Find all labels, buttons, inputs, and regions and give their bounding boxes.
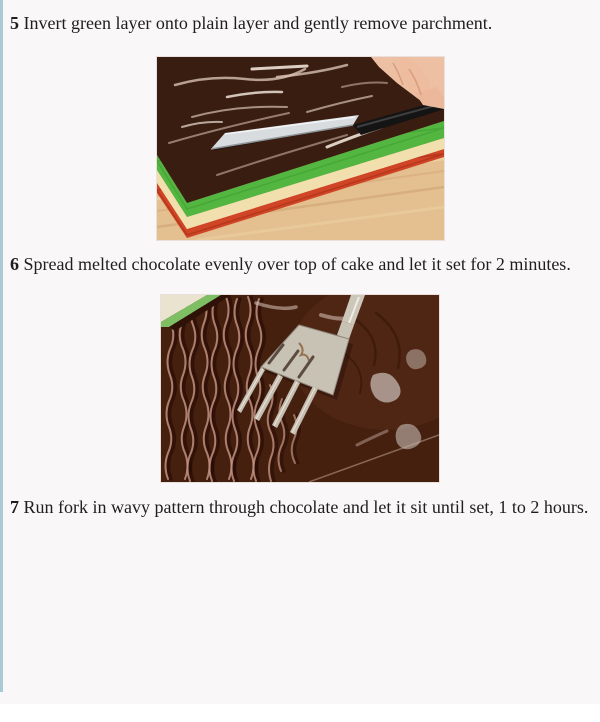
left-accent-strip: [0, 0, 3, 692]
step-7-number: 7: [10, 497, 19, 517]
rainbow-cake-spatula-photo: [157, 57, 444, 240]
step-5-photo: [157, 57, 444, 240]
step-5: [10, 11, 596, 35]
step-5-number: 5: [10, 13, 19, 33]
step-6-photo: [161, 295, 439, 482]
step-6-text: Spread melted chocolate evenly over top of cake and let it set for 2 minutes.: [23, 254, 571, 274]
step-7-text: Run fork in wavy pattern through chocolate and let it sit until set, 1 to 2 hours.: [23, 497, 589, 517]
step-6: [10, 252, 596, 276]
bottom-white-band: [0, 704, 600, 722]
step-7: [10, 495, 596, 519]
fork-wavy-chocolate-photo: [161, 295, 439, 482]
step-6-number: 6: [10, 254, 19, 274]
step-5-text: Invert green layer onto plain layer and gently remove parchment.: [23, 13, 493, 33]
